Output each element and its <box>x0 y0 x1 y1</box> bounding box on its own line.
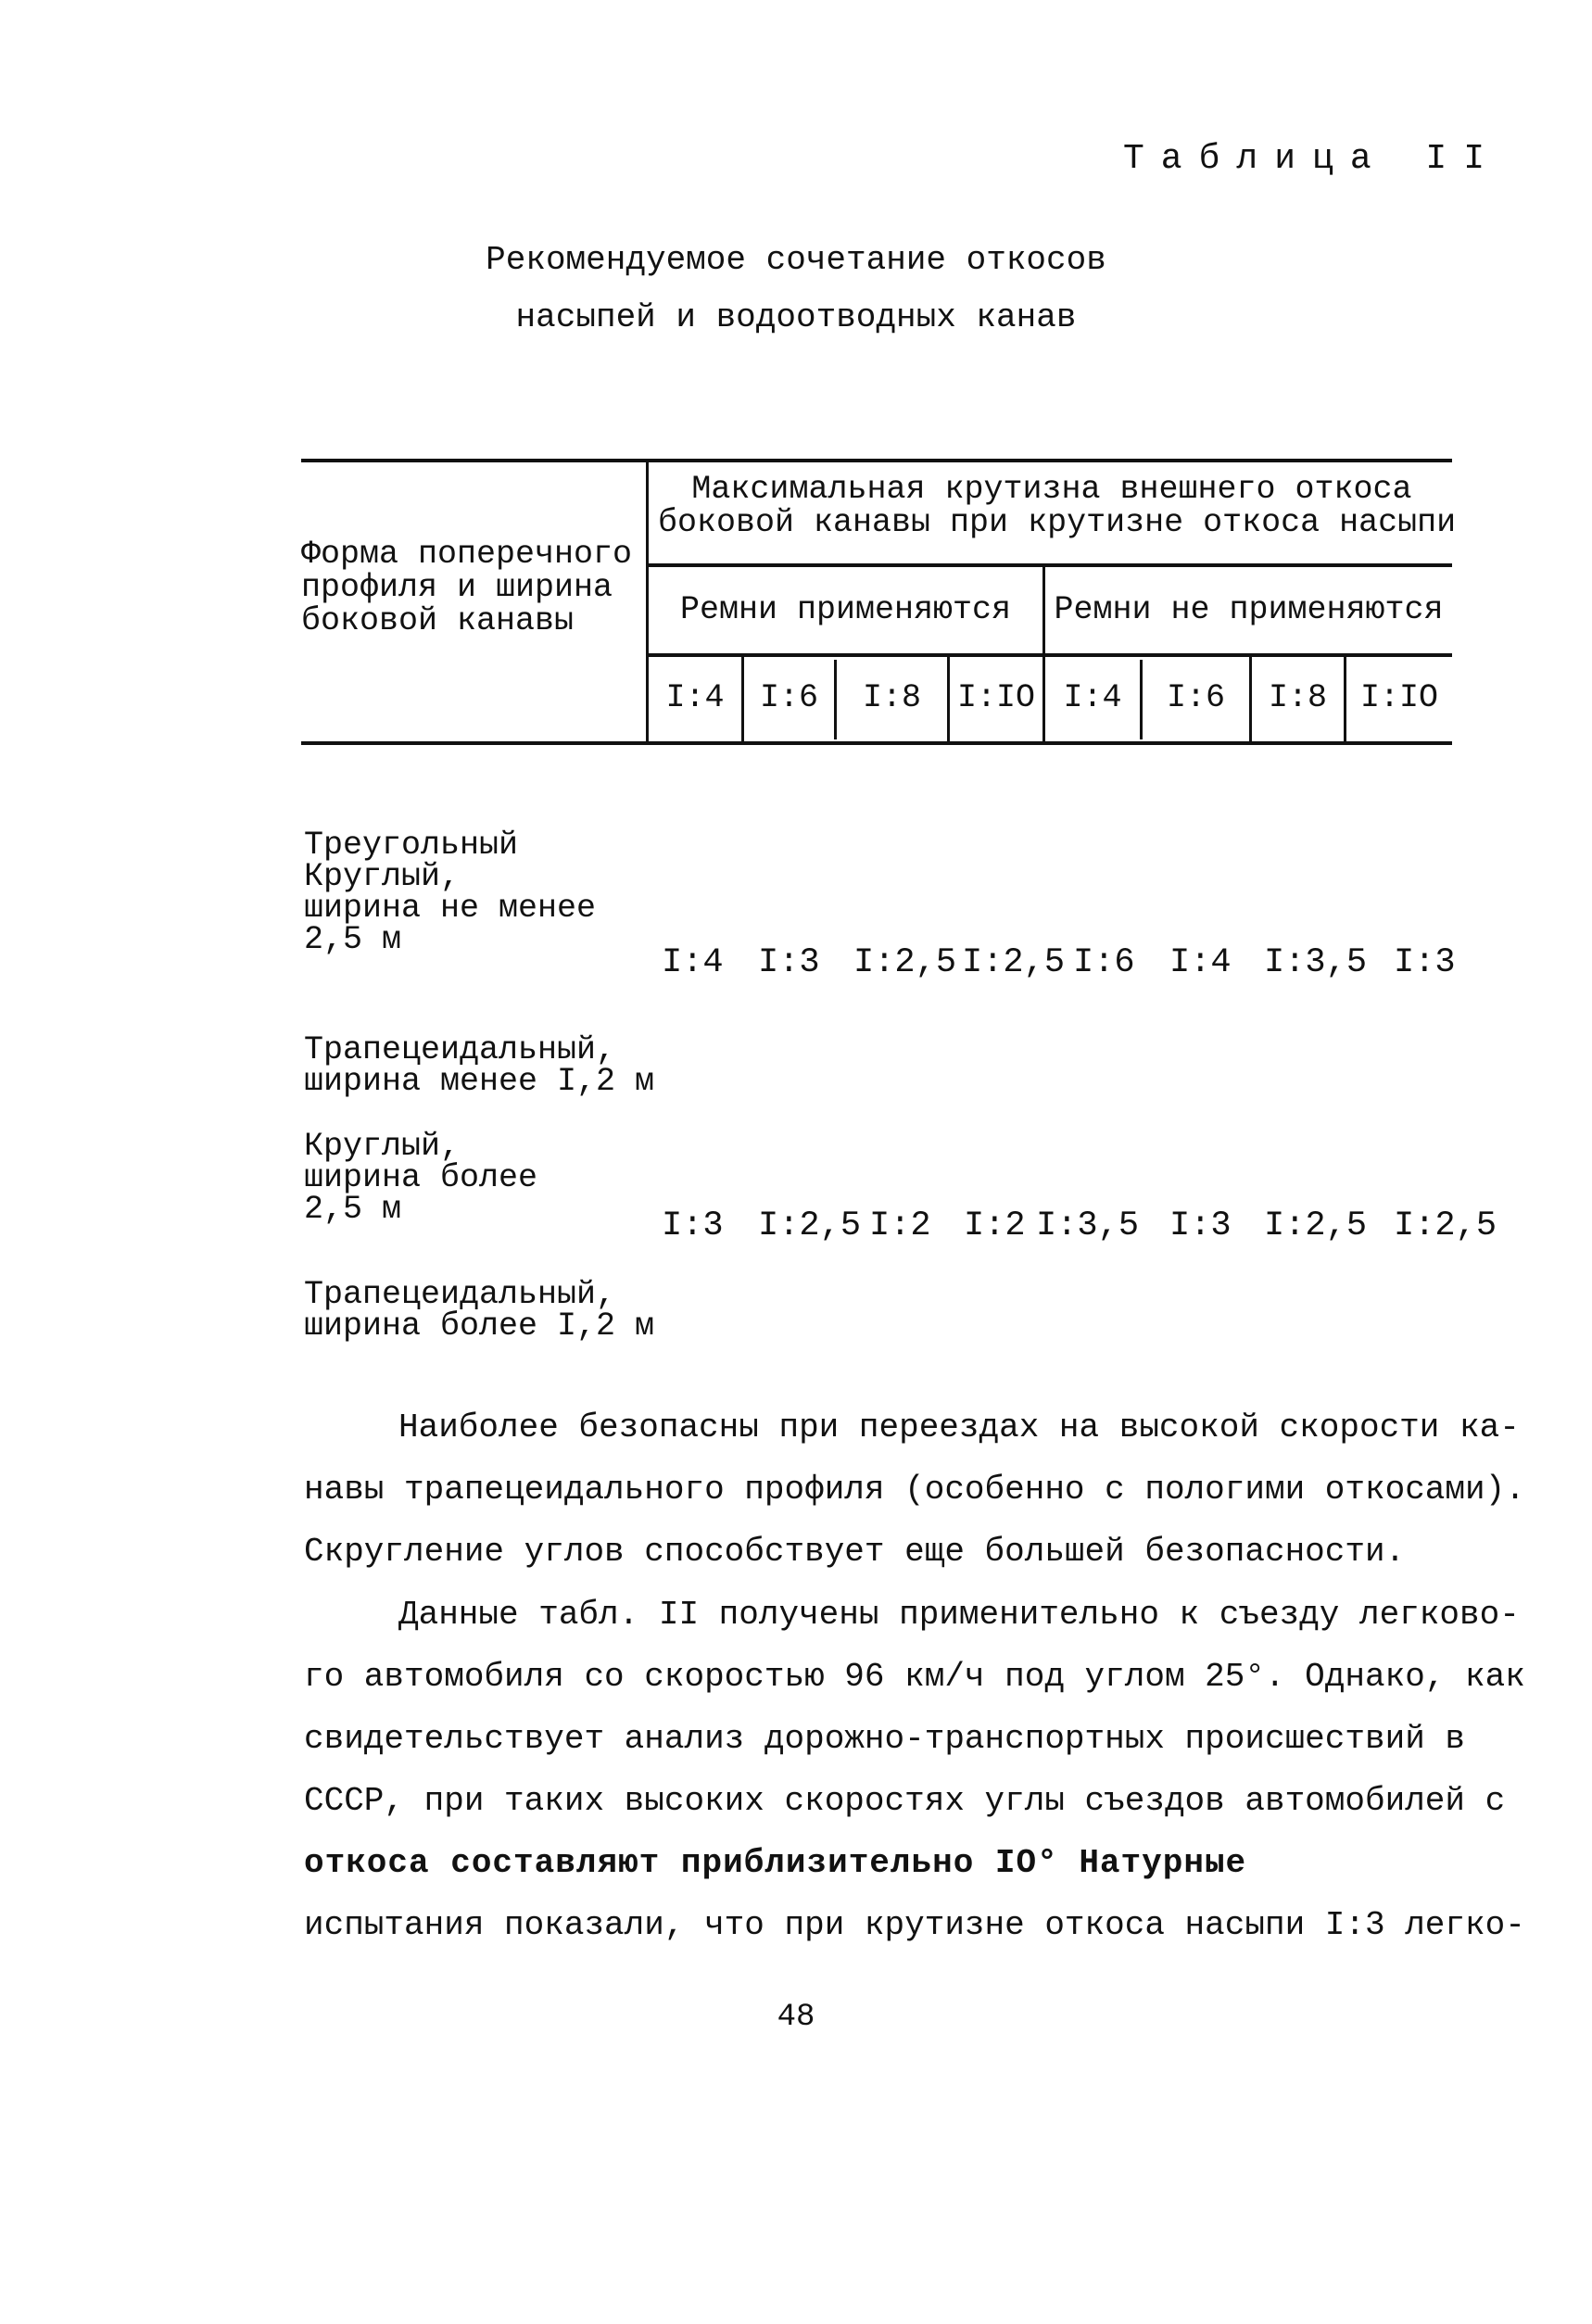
row-2-val-2: I:2,5 <box>758 1206 862 1245</box>
row-1-val-8: I:3 <box>1394 943 1456 982</box>
header-rule-1 <box>649 563 1452 567</box>
group-header-line-1: Максимальная крутизна внешнего откоса <box>691 471 1412 508</box>
stub-header-line-1: Форма поперечного <box>301 536 633 573</box>
column-header-row <box>0 681 1592 718</box>
header-rule-2 <box>649 653 1452 657</box>
row-2-val-7: I:2,5 <box>1264 1206 1368 1245</box>
row-2-val-6: I:3 <box>1169 1206 1232 1245</box>
table-title-line-1: Рекомендуемое сочетание откосов <box>486 241 1106 279</box>
col-header-7: I:8 <box>1268 679 1327 716</box>
paragraph-line-6: свидетельствует анализ дорожно-транспортных происшествий в <box>304 1720 1466 1758</box>
stub-header <box>301 537 632 638</box>
stub-header-line-3: боковой канавы <box>301 602 575 639</box>
row-1-val-2: I:3 <box>758 943 820 982</box>
paragraph-line-9: испытания показали, что при крутизне откоса насыпи I:3 легко- <box>304 1906 1525 1944</box>
col-header-3: I:8 <box>862 679 921 716</box>
row-2-val-1: I:3 <box>662 1206 724 1245</box>
row-1-label-line-4: 2,5 м <box>304 921 402 958</box>
row-1-val-6: I:4 <box>1169 943 1232 982</box>
row-2-val-5: I:3,5 <box>1036 1206 1140 1245</box>
row-2-label-line-3: 2,5 м <box>304 1191 402 1228</box>
row-1-label-line-7: ширина менее I,2 м <box>304 1063 655 1100</box>
row-2-val-4: I:2 <box>964 1206 1026 1245</box>
row-1-val-1: I:4 <box>662 943 724 982</box>
col-header-2: I:6 <box>759 679 818 716</box>
row-1-label-line-2: Круглый, <box>304 858 461 895</box>
paragraph-line-5: го автомобиля со скоростью 96 км/ч под углом 25°. Однако, как <box>304 1658 1525 1696</box>
subgroup-belts-used: Ремни применяются <box>679 591 1012 628</box>
col-header-4: I:IO <box>956 679 1035 716</box>
table-title-line-2: насыпей и водоотводных канав <box>515 298 1077 336</box>
row-2-label-line-1: Круглый, <box>304 1128 461 1165</box>
row-1-val-7: I:3,5 <box>1264 943 1368 982</box>
stub-header-line-2: профиля и ширина <box>301 569 613 606</box>
row-2-label-line-2: ширина более <box>304 1159 538 1196</box>
group-header-line-2: боковой канавы при крутизне откоса насыпи <box>658 504 1457 541</box>
table-top-rule <box>301 459 1452 462</box>
table-header-bottom-rule <box>301 741 1452 745</box>
col-header-1: I:4 <box>665 679 725 716</box>
page-number: 48 <box>777 2000 815 2035</box>
paragraph-line-7: СССР, при таких высоких скоростях углы съездов автомобилей с <box>304 1782 1506 1820</box>
paragraph-line-1: Наиболее безопасны при переездах на высокой скорости ка- <box>398 1408 1520 1446</box>
table-row-2-values <box>0 1206 1592 1248</box>
row-1-label-line-3: ширина не менее <box>304 890 597 927</box>
row-2-val-3: I:2 <box>869 1206 931 1245</box>
row-1-val-5: I:6 <box>1073 943 1135 982</box>
row-1-label-line-6: Трапецеидальный, <box>304 1031 616 1068</box>
col-header-6: I:6 <box>1166 679 1225 716</box>
table-caption: Таблица II <box>1123 139 1502 179</box>
row-2-label-line-5: Трапецеидальный, <box>304 1276 616 1313</box>
group-header <box>658 471 1457 541</box>
table-row-1-values <box>0 943 1592 985</box>
row-1-val-4: I:2,5 <box>962 943 1066 982</box>
paragraph-line-3: Скругление углов способствует еще большей безопасности. <box>304 1533 1406 1571</box>
paragraph-line-2: навы трапецеидального профиля (особенно с пологими откосами). <box>304 1471 1525 1509</box>
row-2-label-line-6: ширина более I,2 м <box>304 1307 655 1345</box>
subgroup-belts-not-used: Ремни не применяются <box>1054 591 1444 628</box>
row-1-val-3: I:2,5 <box>853 943 957 982</box>
paragraph-line-8: откоса составляют приблизительно IO° Натурные <box>304 1844 1247 1882</box>
col-header-5: I:4 <box>1063 679 1122 716</box>
paragraph-line-4: Данные табл. II получены применительно к съезду легково- <box>398 1596 1520 1634</box>
row-1-label-line-1: Треугольный <box>304 827 519 864</box>
row-2-val-8: I:2,5 <box>1394 1206 1497 1245</box>
col-header-8: I:IO <box>1359 679 1438 716</box>
